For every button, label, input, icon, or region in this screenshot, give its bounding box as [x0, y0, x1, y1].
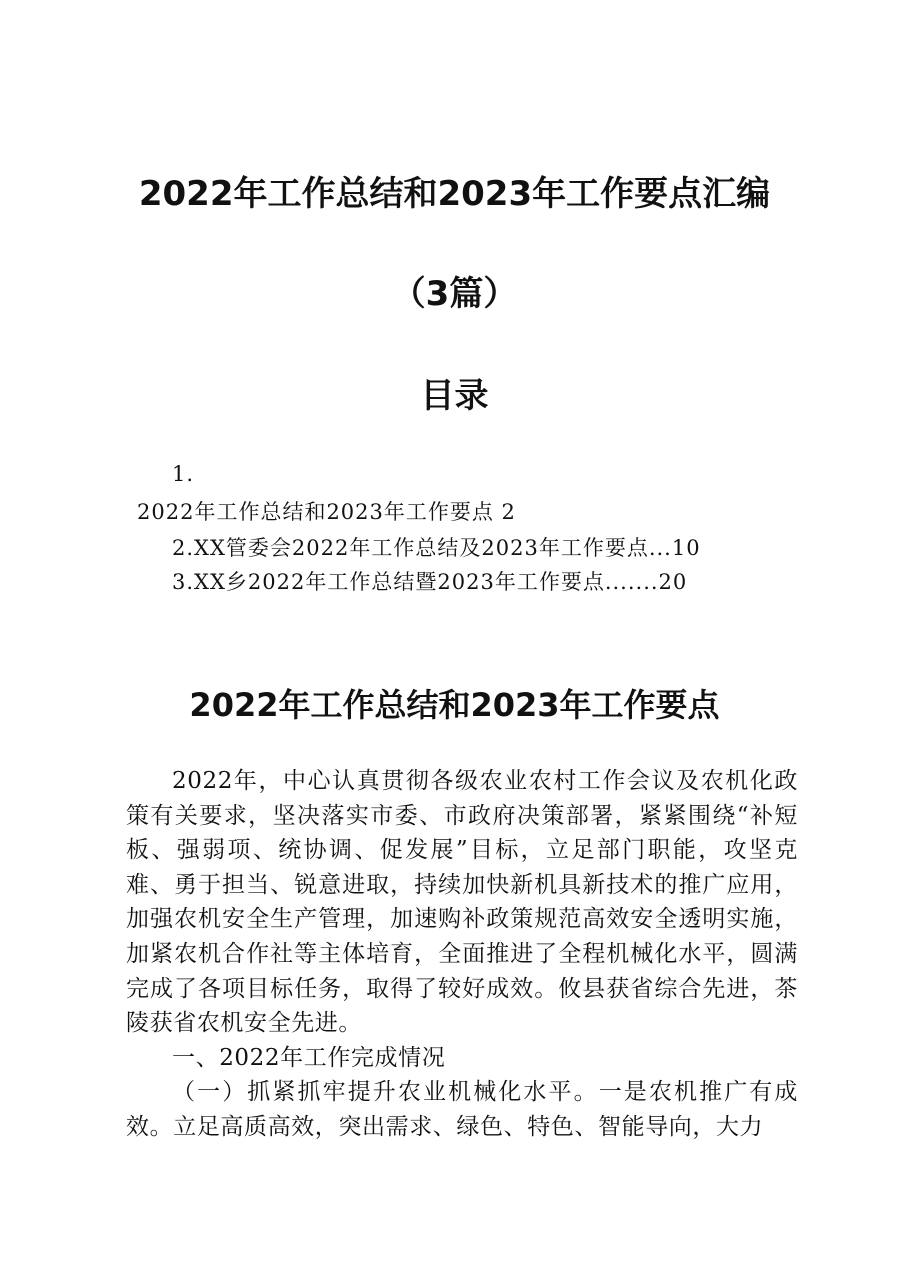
document-subtitle: （3篇） [391, 274, 518, 314]
toc-item[interactable]: 2022年工作总结和2023年工作要点 2 [137, 500, 516, 524]
toc-item-number: 1. [172, 462, 195, 486]
toc-item[interactable]: 3.XX乡2022年工作总结暨2023年工作要点.......20 [172, 570, 688, 594]
paragraph-heading: 一、2022年工作完成情况 [172, 1044, 446, 1071]
body-text [126, 764, 798, 1145]
document-title: 2022年工作总结和2023年工作要点汇编 [138, 174, 771, 214]
paragraph: （一）抓紧抓牢提升农业机械化水平。一是农机推广有成效。立足高质高效，突出需求、绿色、特色、智能导向，大力 [126, 1079, 798, 1140]
paragraph: 2022年，中心认真贯彻各级农业农村工作会议及农机化政策有关要求，坚决落实市委、市政府决策部署，紧紧围绕“补短板、强弱项、统协调、促发展”目标，立足部门职能，攻坚克难、勇于担当、锐意进取，持续加快新机具新技术的推广应用，加强农机安全生产管理，加速购补政策规范高效安全透明实施，加紧农机合作社等主体培育，全面推进了全程机械化水平，圆满完成了各项目标任务，取得了较好成效。攸县获省综合先进，茶陵获省农机安全先进。 [126, 768, 798, 1037]
section-title: 2022年工作总结和2023年工作要点 [189, 686, 720, 724]
toc-item[interactable]: 2.XX管委会2022年工作总结及2023年工作要点...10 [172, 536, 701, 560]
toc-heading: 目录 [420, 376, 489, 416]
